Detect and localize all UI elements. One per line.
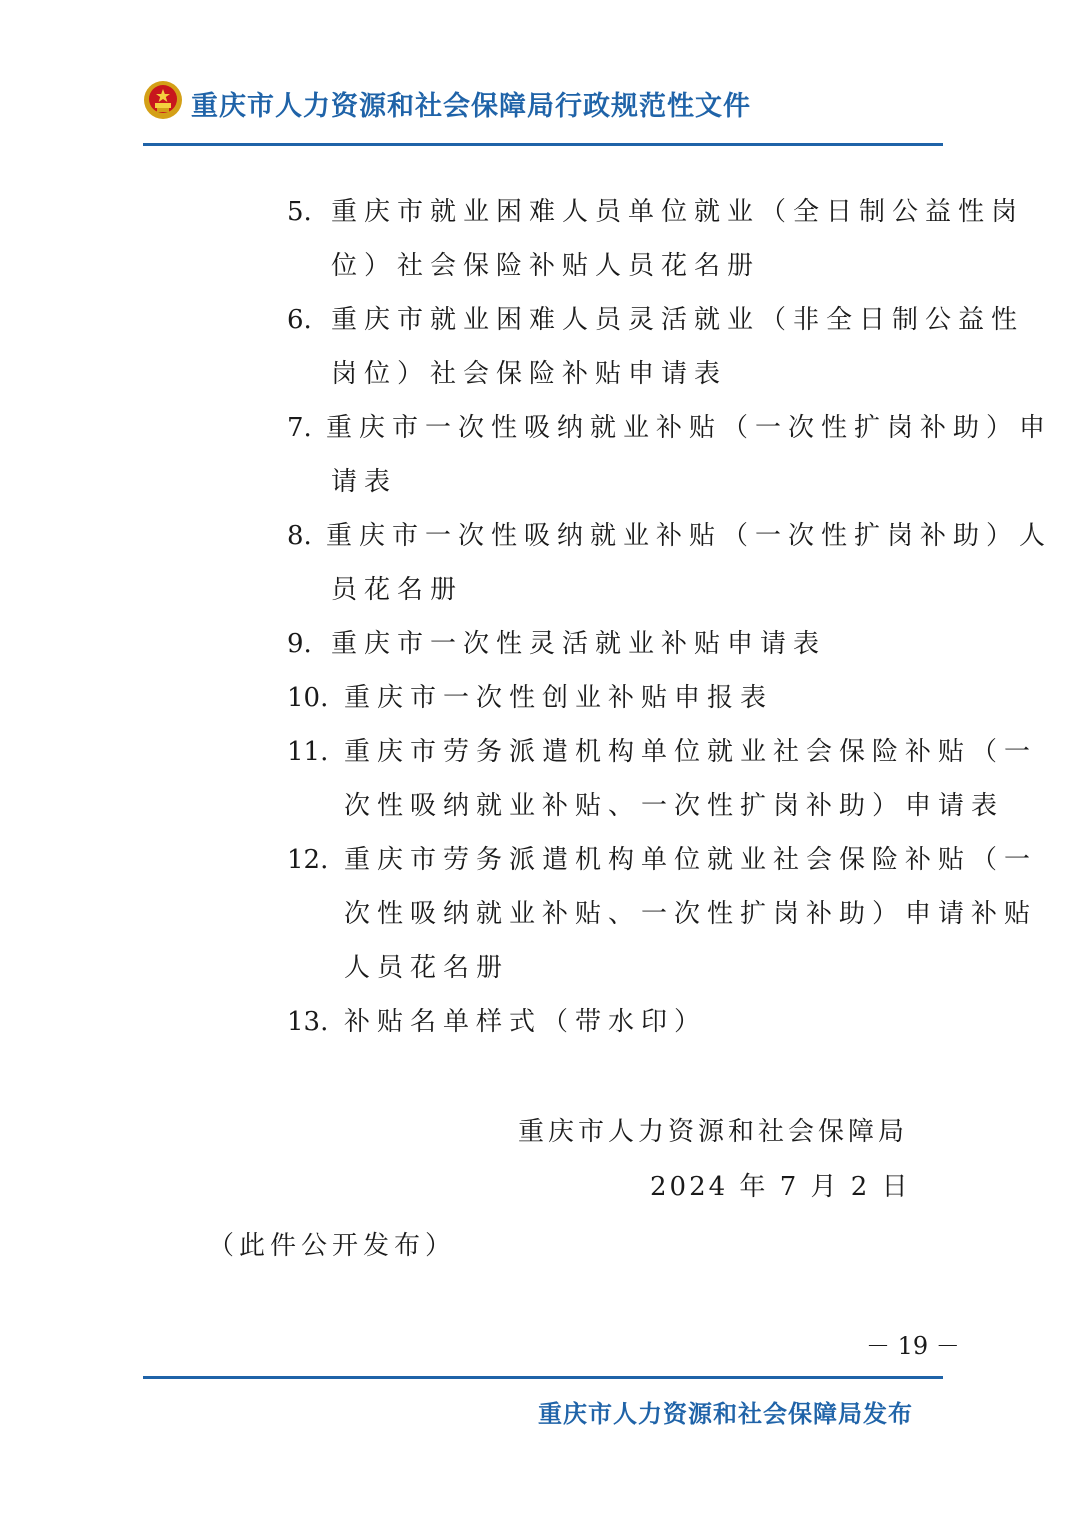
attachment-text-line: 位）社会保险补贴人员花名册 [331, 251, 761, 281]
attachment-text-line: 次性吸纳就业补贴、一次性扩岗补助）申请补贴 [344, 899, 1038, 929]
signature-date: 2024 年 7 月 2 日 [650, 1172, 911, 1202]
signature-organization: 重庆市人力资源和社会保障局 [518, 1117, 909, 1147]
attachment-text-line: 人员花名册 [344, 953, 510, 983]
page-number: － 19 － [866, 1332, 960, 1360]
attachment-text-line: 岗位）社会保险补贴申请表 [331, 359, 728, 389]
attachment-text-line: 重庆市一次性吸纳就业补贴（一次性扩岗补助）申 [326, 413, 1053, 443]
attachment-item [0, 401, 1074, 509]
attachment-item [0, 185, 1074, 293]
attachment-text-line: 员花名册 [331, 575, 464, 605]
attachment-number: 10. [287, 683, 329, 713]
attachment-text-line: 重庆市劳务派遣机构单位就业社会保险补贴（一 [344, 845, 1038, 875]
attachment-item [0, 509, 1074, 617]
attachment-text-line: 重庆市劳务派遣机构单位就业社会保险补贴（一 [344, 737, 1038, 767]
attachment-number: 11. [287, 737, 329, 767]
footer-publisher: 重庆市人力资源和社会保障局发布 [538, 1400, 913, 1428]
attachment-number: 13. [287, 1007, 329, 1037]
attachment-number: 5. [287, 197, 312, 227]
attachment-text-line: 补贴名单样式（带水印） [344, 1007, 708, 1037]
disclosure-note: （此件公开发布） [208, 1231, 457, 1261]
attachment-text-line: 重庆市一次性创业补贴申报表 [344, 683, 774, 713]
attachment-item [0, 725, 1074, 833]
attachment-number: 6. [287, 305, 312, 335]
attachment-text-line: 重庆市一次性灵活就业补贴申请表 [331, 629, 827, 659]
attachment-text-line: 次性吸纳就业补贴、一次性扩岗补助）申请表 [344, 791, 1005, 821]
attachment-item [0, 671, 1074, 725]
attachment-text-line: 请表 [331, 467, 398, 497]
attachment-number: 9. [287, 629, 312, 659]
attachment-number: 8. [287, 521, 312, 551]
attachment-text-line: 重庆市一次性吸纳就业补贴（一次性扩岗补助）人 [326, 521, 1053, 551]
attachment-item [0, 293, 1074, 401]
attachment-text-line: 重庆市就业困难人员灵活就业（非全日制公益性 [331, 305, 1025, 335]
attachment-item [0, 995, 1074, 1049]
header-title: 重庆市人力资源和社会保障局行政规范性文件 [191, 91, 751, 122]
attachment-number: 7. [287, 413, 312, 443]
attachment-item [0, 617, 1074, 671]
attachment-number: 12. [287, 845, 329, 875]
footer-divider [143, 1376, 943, 1379]
attachment-item [0, 833, 1074, 995]
attachment-text-line: 重庆市就业困难人员单位就业（全日制公益性岗 [331, 197, 1025, 227]
